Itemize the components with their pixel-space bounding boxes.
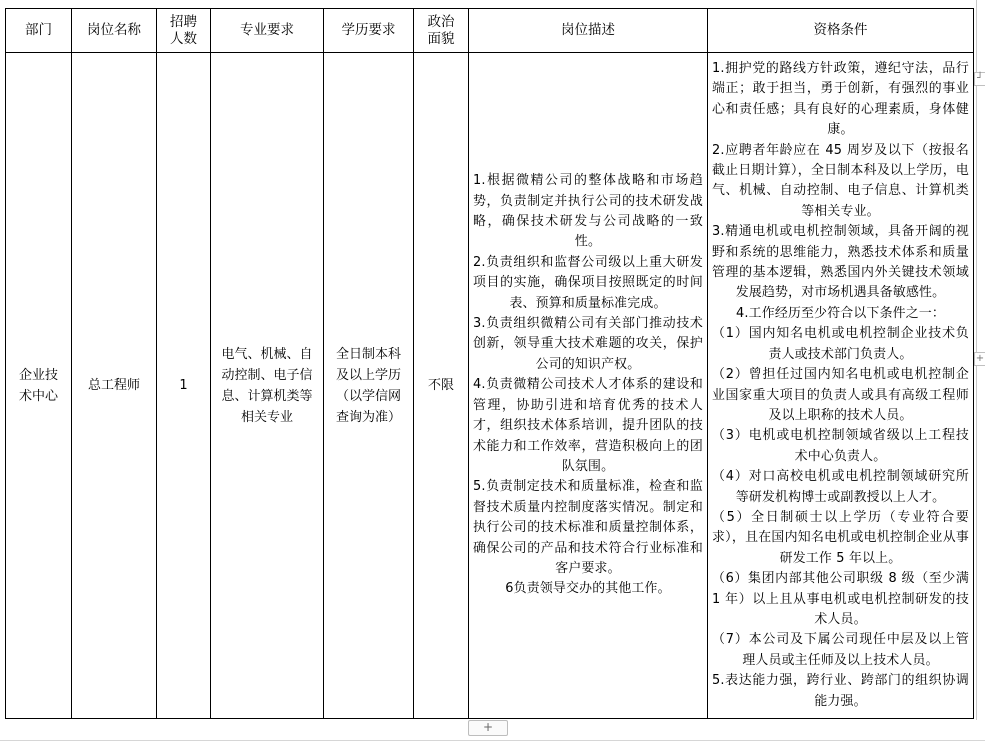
qualification-item: （7）本公司及下属公司现任中层及以上管理人员或主任师及以上技术人员。: [712, 632, 969, 668]
description-item: 4.负责微精公司技术人才体系的建设和管理，协助引进和培育优秀的技术人才，组织技术体系培训，提升团队的技术能力和工作效率，营造积极向上的团队氛围。: [473, 377, 703, 474]
cell-department[interactable]: [6, 53, 72, 719]
major-line: 动控制、电子信: [221, 367, 313, 383]
cell-qualifications[interactable]: [708, 53, 974, 719]
qualification-item: （1）国内知名电机或电机控制企业技术负责人或技术部门负责人。: [712, 326, 969, 362]
add-column-button[interactable]: +: [975, 353, 985, 364]
qualification-item: 2.应聘者年龄应在 45 周岁及以下（按报名截止日期计算），全日制本科及以上学历，电气、机械、自动控制、电子信息、计算机类等相关专业。: [712, 142, 969, 219]
qualification-item: （4）对口高校电机或电机控制领域研究所等研发机构博士或副教授以上人才。: [712, 469, 969, 505]
cell-position[interactable]: 总工程师: [72, 53, 157, 719]
major-line: 电气、机械、自: [221, 346, 313, 362]
education-line: 全日制本科: [335, 346, 401, 362]
qualification-item: 4.工作经历至少符合以下条件之一：: [735, 305, 946, 321]
qualification-item: （6）集团内部其他公司职级 8 级（至少满 1 年）以上且从事电机或电机控制研发的技术人员。: [712, 571, 969, 627]
header-education[interactable]: 学历要求: [324, 9, 414, 53]
qualification-item: 5.表达能力强，跨行业、跨部门的组织协调能力强。: [712, 673, 969, 709]
header-major[interactable]: 专业要求: [211, 9, 324, 53]
header-row: [6, 9, 974, 53]
cell-major[interactable]: [211, 53, 324, 719]
description-list: [473, 171, 703, 600]
page-bottom-border: [0, 740, 985, 741]
cell-headcount[interactable]: 1: [157, 53, 211, 719]
description-item: 2.负责组织和监督公司级以上重大研发项目的实施，确保项目按照既定的时间表、预算和质量标准完成。: [473, 254, 703, 311]
cell-political[interactable]: 不限: [414, 53, 469, 719]
header-headcount-line2: 人数: [170, 30, 197, 47]
qualification-item: （2）曾担任过国内知名电机或电机控制企业国家重大项目的负责人或具有高级工程师及以上职称的技术人员。: [712, 367, 969, 423]
education-line: 及以上学历: [335, 367, 401, 383]
qualification-item: （3）电机或电机控制领域省级以上工程技术中心负责人。: [712, 428, 969, 464]
cell-education[interactable]: [324, 53, 414, 719]
major-line: 息、计算机类等: [221, 388, 313, 404]
description-item: 5.负责制定技术和质量标准，检查和监督技术质量内控制度落实情况。制定和执行公司的技术标准和质量控制体系，确保公司的产品和技术符合行业标准和客户要求。: [473, 479, 703, 576]
department-line2: 术中心: [18, 388, 58, 404]
header-political[interactable]: [414, 9, 469, 53]
header-description[interactable]: 岗位描述: [469, 9, 708, 53]
major-line: 相关专业: [240, 409, 293, 425]
header-political-line2: 面貌: [427, 30, 455, 47]
table-edge-handle[interactable]: ┘: [974, 72, 985, 86]
header-qualifications[interactable]: 资格条件: [708, 9, 974, 53]
description-item: 3.负责组织微精公司有关部门推动技术创新，领导重大技术难题的攻关，保护公司的知识产权。: [473, 316, 703, 372]
recruitment-table: [5, 8, 974, 719]
header-political-line1: 政治: [427, 13, 455, 30]
department-line1: 企业技: [18, 367, 58, 383]
qualification-item: 3.精通电机或电机控制领域，具备开阔的视野和系统的思维能力，熟悉技术体系和质量管理的基本逻辑，熟悉国内外关键技术领域发展趋势，对市场机遇具备敏感性。: [712, 224, 969, 301]
description-item: 6负责领导交办的其他工作。: [505, 581, 671, 597]
header-department[interactable]: 部门: [6, 9, 72, 53]
table-row: [6, 53, 974, 719]
header-position[interactable]: 岗位名称: [72, 9, 157, 53]
description-item: 1.根据微精公司的整体战略和市场趋势，负责制定并执行公司的技术研发战略，确保技术研发与公司战略的一致性。: [473, 173, 703, 250]
education-line: （以学信网: [335, 388, 401, 404]
cell-description[interactable]: [469, 53, 708, 719]
education-line: 查询为准）: [335, 409, 401, 425]
header-headcount[interactable]: [157, 9, 211, 53]
add-row-button[interactable]: +: [468, 720, 508, 736]
header-headcount-line1: 招聘: [170, 13, 197, 30]
qualification-item: 1.拥护党的路线方针政策，遵纪守法，品行端正；敢于担当，勇于创新，有强烈的事业心和责任感；具有良好的心理素质，身体健康。: [712, 61, 969, 138]
qualification-list: [712, 59, 969, 712]
qualification-item: （5）全日制硕士以上学历（专业符合要求），且在国内知名电机或电机控制企业从事研发工作 5 年以上。: [712, 509, 969, 566]
